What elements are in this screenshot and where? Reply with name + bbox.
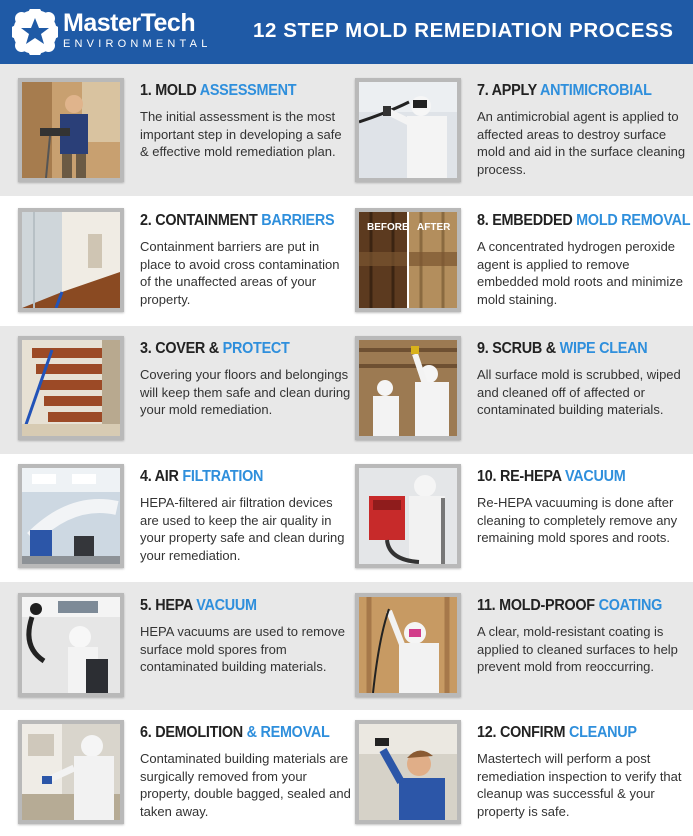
step-3 bbox=[18, 336, 358, 452]
step-7 bbox=[355, 78, 693, 194]
step-2-photo bbox=[18, 208, 124, 312]
step-12-photo bbox=[355, 720, 461, 824]
after-label: AFTER bbox=[417, 222, 451, 233]
step-8-title: 8. EMBEDDED MOLD REMOVAL bbox=[477, 212, 691, 229]
step-6-title: 6. DEMOLITION & REMOVAL bbox=[140, 724, 330, 741]
step-2-title: 2. CONTAINMENT BARRIERS bbox=[140, 212, 335, 229]
step-12-description: Mastertech will perform a post remediation inspection to verify that cleanup was successful & your property is safe. bbox=[477, 751, 682, 819]
step-10-photo bbox=[355, 464, 461, 568]
brand-block bbox=[63, 9, 212, 50]
step-6-description: Contaminated building materials are surgically removed from your property, double bagged, sealed and taken away. bbox=[140, 751, 351, 819]
before-label: BEFORE bbox=[367, 222, 409, 233]
step-2 bbox=[18, 208, 358, 324]
step-10-title: 10. RE-HEPA VACUUM bbox=[477, 468, 626, 485]
step-11-photo bbox=[355, 593, 461, 697]
step-9-title: 9. SCRUB & WIPE CLEAN bbox=[477, 340, 648, 357]
step-5 bbox=[18, 593, 358, 709]
step-5-photo bbox=[18, 593, 124, 697]
step-3-photo bbox=[18, 336, 124, 440]
step-4-photo bbox=[18, 464, 124, 568]
step-11 bbox=[355, 593, 693, 709]
step-9-photo bbox=[355, 336, 461, 440]
header-bar bbox=[0, 0, 693, 64]
step-8-photo bbox=[355, 208, 461, 312]
step-9-description: All surface mold is scrubbed, wiped and cleaned off of affected or contaminated building materials. bbox=[477, 367, 681, 417]
step-7-photo bbox=[355, 78, 461, 182]
step-7-description: An antimicrobial agent is applied to affected areas to destroy surface mold and aid in the surface cleaning process. bbox=[477, 109, 686, 177]
step-7-title: 7. APPLY ANTIMICROBIAL bbox=[477, 82, 652, 99]
step-3-description: Covering your floors and belongings will keep them safe and clean during your mold remediation. bbox=[140, 367, 351, 417]
step-6 bbox=[18, 720, 358, 836]
brand-name: MasterTech bbox=[63, 9, 196, 37]
step-6-photo bbox=[18, 720, 124, 824]
star-badge-icon bbox=[12, 9, 58, 55]
step-4 bbox=[18, 464, 358, 580]
step-1-title: 1. MOLD ASSESSMENT bbox=[140, 82, 297, 99]
step-11-title: 11. MOLD-PROOF COATING bbox=[477, 597, 663, 614]
step-12 bbox=[355, 720, 693, 836]
step-1-description: The initial assessment is the most important step in developing a safe & effective mold remediation plan. bbox=[140, 109, 342, 159]
step-8-description: A concentrated hydrogen peroxide agent is applied to remove embedded mold roots and minimize mold staining. bbox=[477, 239, 683, 307]
step-10-description: Re-HEPA vacuuming is done after cleaning to completely remove any remaining mold spores and roots. bbox=[477, 495, 678, 545]
step-5-title: 5. HEPA VACUUM bbox=[140, 597, 257, 614]
step-5-description: HEPA vacuums are used to remove surface mold spores from contaminated building materials. bbox=[140, 624, 345, 674]
step-8 bbox=[355, 208, 693, 324]
step-11-description: A clear, mold-resistant coating is applied to cleaned surfaces to help prevent mold from reoccurring. bbox=[477, 624, 678, 674]
step-1-photo bbox=[18, 78, 124, 182]
step-9 bbox=[355, 336, 693, 452]
step-1 bbox=[18, 78, 358, 194]
brand-subtitle: ENVIRONMENTAL bbox=[63, 38, 212, 50]
step-4-title: 4. AIR FILTRATION bbox=[140, 468, 264, 485]
step-4-description: HEPA-filtered air filtration devices are used to keep the air quality in your property safe and clean during your remediation. bbox=[140, 495, 345, 563]
step-10 bbox=[355, 464, 693, 580]
step-12-title: 12. CONFIRM CLEANUP bbox=[477, 724, 637, 741]
page-title: 12 STEP MOLD REMEDIATION PROCESS bbox=[253, 19, 674, 42]
step-2-description: Containment barriers are put in place to avoid cross contamination of the unaffected areas of your property. bbox=[140, 239, 340, 307]
step-3-title: 3. COVER & PROTECT bbox=[140, 340, 290, 357]
